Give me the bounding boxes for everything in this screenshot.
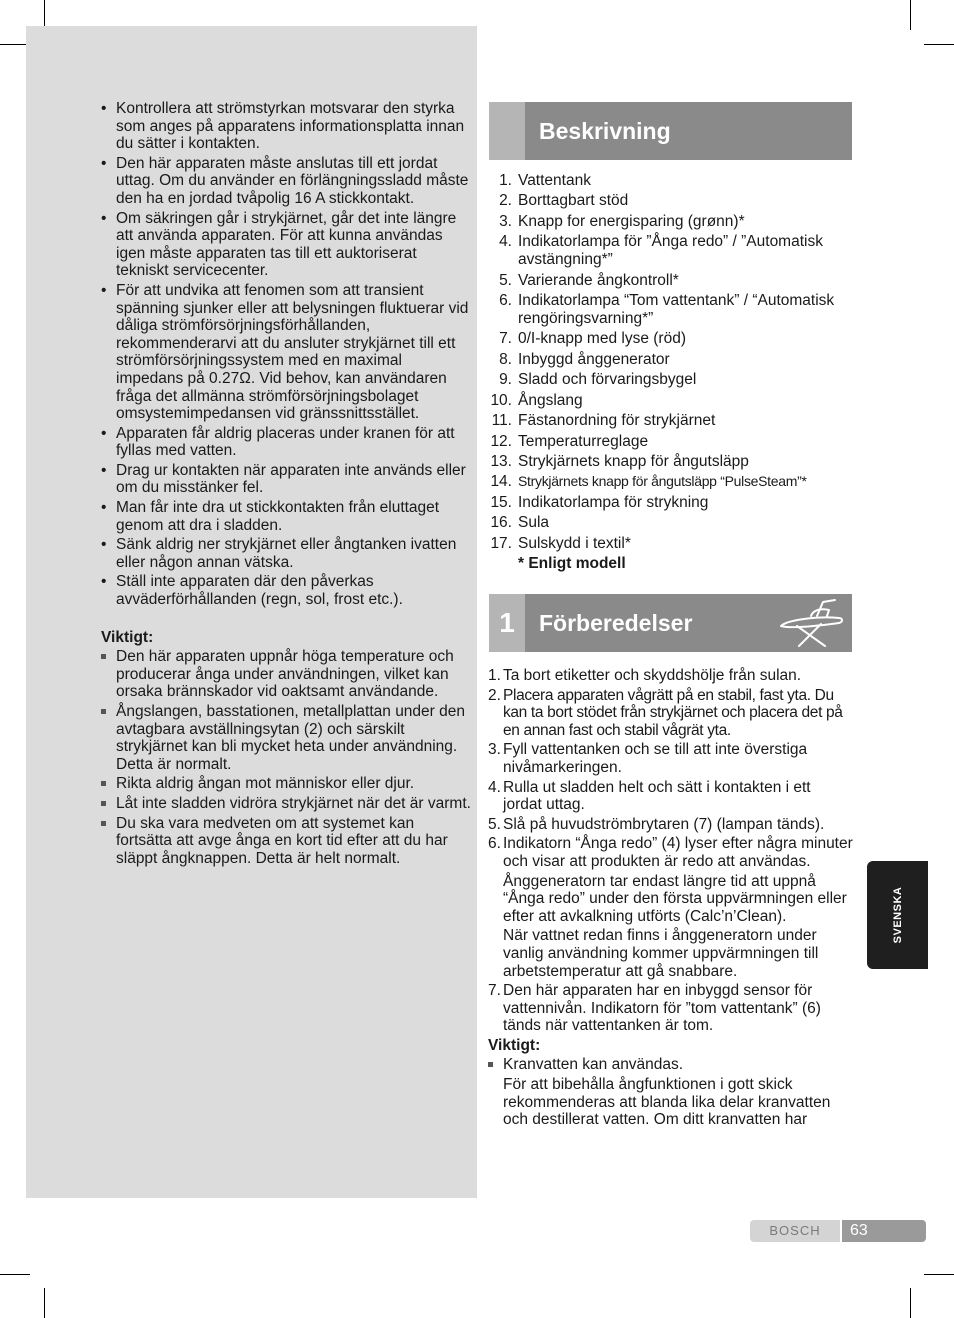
list-item: • Kontrollera att strömstyrkan motsvarar den styrka som anges på apparatens informationsplatta innan du sätter i kontakten. (101, 100, 465, 153)
list-item: 15. Indikatorlampa för strykning (490, 493, 709, 511)
list-item: 10. Ångslang (490, 391, 583, 409)
list-item: 8. Inbyggd ånggenerator (499, 350, 670, 368)
list-item: 4. Rulla ut sladden helt och sätt i kontakten i ett jordat uttag. (488, 778, 811, 814)
list-item: 17. Sulskydd i textil* (490, 534, 631, 552)
list-item: • Ställ inte apparaten där den påverkas avväderförhållanden (regn, sol, frost etc.). (101, 573, 403, 609)
list-item: 3. Fyll vattentanken och se till att inte överstiga nivåmarkeringen. (488, 741, 808, 776)
list-item: 5. Varierande ångkontroll* (499, 271, 679, 289)
section-number: 1 (499, 607, 515, 638)
safety-column (101, 100, 473, 869)
warning-item: Ångslangen, basstationen, metallplattan under den avtagbara avställningsytan (2) och särskilt strykjärnet kan bli mycket heta under användning. Detta är normalt. (101, 703, 473, 773)
list-item: 13. Strykjärnets knapp för ångutsläpp (490, 453, 749, 470)
page-number: 63 (842, 1220, 926, 1242)
list-item: • Sänk aldrig ner strykjärnet eller ångtanken ivatten eller någon annan vätska. (101, 536, 457, 571)
list-item: • Den här apparaten måste anslutas till ett jordat uttag. Om du använder en förlängningssladd måste den ha en jordad tvåpolig 16 A stickkontakt. (101, 154, 469, 207)
viktigt-heading: Viktigt: (488, 1036, 541, 1054)
list-item: • Drag ur kontakten när apparaten inte används eller om du misstänker fel. (101, 461, 466, 497)
model-note: * Enligt modell (518, 555, 626, 573)
square-bullet-icon (101, 821, 106, 826)
list-item: 11. Fästanordning för strykjärnet (491, 412, 716, 430)
page-footer (750, 1220, 926, 1242)
warning-item: Kranvatten kan användas. För att bibehålla ångfunktionen i gott skick rekommenderas att blanda lika delar kranvatten och destillerat vatten. Om ditt kranvatten har (488, 1056, 853, 1128)
list-item: 14. Strykjärnets knapp för ångutsläpp “PulseSteam”* (490, 473, 807, 491)
parts-list (488, 172, 853, 576)
list-item: 2. Placera apparaten vågrätt på en stabil, fast yta. Du kan ta bort stödet från strykjärnet och placera det på en annan fast och stabil vågrät yta. (488, 686, 843, 739)
list-item: • Om säkringen går i strykjärnet, går det inte längre att använda apparaten. För att kunna användas igen måste apparaten tas till ett auktoriserat tekniskt servicecenter. (101, 209, 457, 280)
forberedelser-header (489, 594, 852, 652)
list-item: 7. 0/I-knapp med lyse (röd) (499, 330, 686, 348)
warning-item: Du ska vara medveten om att systemet kan fortsätta att avge ånga en kort tid efter att du har släppt ångknappen. Detta är helt normalt. (101, 815, 473, 868)
section-title: Förberedelser (539, 610, 693, 636)
section-title: Beskrivning (539, 118, 671, 144)
list-item: 1. Ta bort etiketter och skyddshölje från sulan. (488, 667, 802, 684)
list-item: 4. Indikatorlampa för ”Ånga redo” / ”Automatisk avstängning*” (499, 233, 823, 269)
list-item: 16. Sula (490, 514, 550, 532)
square-bullet-icon (101, 709, 106, 714)
list-item: 1. Vattentank (499, 172, 591, 189)
list-item: 5. Slå på huvudströmbrytaren (7) (lampan tänds). (488, 815, 825, 833)
square-bullet-icon (488, 1062, 493, 1067)
list-item: • För att undvika att fenomen som att transient spänning sjunker eller att belysningen fluktuerar vid dåliga strömförsörjningsförhållanden, rekommenderarvi att du ansluter strykjärnet till ett strömförsörjningssystem med en maximal impedans på 0.27Ω. Vid behov, kan användaren fråga det allmänna strömförsörjningsbolaget omsystemimpedansen vid gränssnittsstället. (101, 281, 469, 423)
list-item: 3. Knapp for energisparing (grønn)* (499, 212, 745, 230)
viktigt-heading: Viktigt: (101, 628, 154, 646)
language-tab: SVENSKA (867, 861, 928, 969)
list-item: • Apparaten får aldrig placeras under kranen för att fyllas med vatten. (101, 424, 455, 460)
square-bullet-icon (101, 801, 106, 806)
list-item: • Man får inte dra ut stickkontakten från eluttaget genom att dra i sladden. (101, 499, 440, 534)
warning-item: Rikta aldrig ångan mot människor eller djur. (101, 775, 473, 793)
list-item: 7. Den här apparaten har en inbyggd sensor för vattennivån. Indikatorn för ”tom vattentank” (6) tänds när vattentanken är tom. (488, 982, 821, 1035)
warning-item: Den här apparaten uppnår höga temperature och producerar ånga under användningen, vilket kan orsaka brännskador vid oaktsamt användande. (101, 648, 473, 701)
list-item: 9. Sladd och förvaringsbygel (499, 371, 697, 389)
ironing-board-icon (777, 596, 847, 650)
list-item: 6. Indikatorlampa “Tom vattentank” / “Automatisk rengöringsvarning*” (499, 292, 835, 327)
square-bullet-icon (101, 654, 106, 659)
brand-label: BOSCH (750, 1220, 840, 1242)
list-item: 12. Temperaturreglage (490, 432, 649, 450)
warning-item: Låt inte sladden vidröra strykjärnet när det är varmt. (101, 795, 473, 813)
beskrivning-header (489, 102, 852, 160)
square-bullet-icon (101, 781, 106, 786)
list-item: 6. Indikatorn “Ånga redo” (4) lyser efter några minuter och visar att produkten är redo att användas. Ånggeneratorn tar endast längre tid att uppnå “Ånga redo” under den första uppvärmningen eller efter att avkalkning utförts (Calc’n’Clean). När vattnet redan finns i ånggeneratorn under vanlig användning kommer uppvärmningen till arbetstemperatur att gå snabbare. (488, 835, 853, 980)
preparation-steps (488, 667, 853, 1131)
list-item: 2. Borttagbart stöd (499, 192, 629, 210)
